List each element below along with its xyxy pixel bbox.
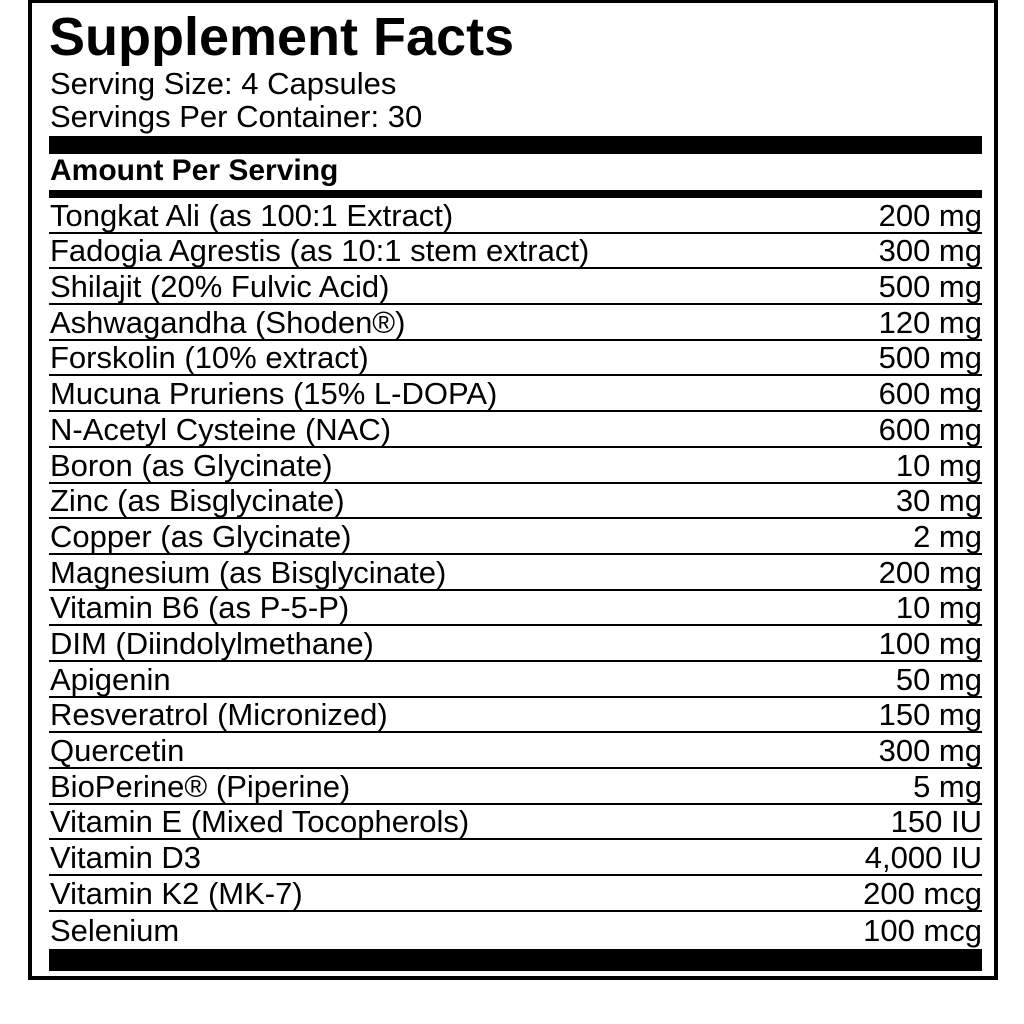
ingredient-amount: 150 IU — [890, 804, 982, 840]
ingredient-amount: 5 mg — [913, 768, 982, 804]
ingredient-amount: 150 mg — [878, 697, 982, 733]
ingredient-amount: 100 mcg — [863, 913, 982, 949]
panel-title: Supplement Facts — [49, 7, 515, 67]
ingredient-amount: 100 mg — [878, 625, 982, 661]
ingredient-name: Fadogia Agrestis (as 10:1 stem extract) — [50, 233, 590, 269]
ingredient-name: Copper (as Glycinate) — [50, 518, 352, 554]
ingredient-row — [49, 555, 982, 591]
ingredient-row — [49, 733, 982, 769]
ingredient-row — [49, 234, 982, 270]
ingredient-row — [49, 769, 982, 805]
serving-size: Serving Size: 4 Capsules — [50, 66, 397, 101]
servings-per-container: Servings Per Container: 30 — [50, 99, 423, 134]
ingredient-row — [49, 876, 982, 912]
ingredient-amount: 4,000 IU — [864, 840, 982, 876]
ingredient-amount: 600 mg — [878, 376, 982, 412]
ingredient-row — [49, 912, 982, 948]
ingredient-name: BioPerine® (Piperine) — [50, 768, 351, 804]
thick-divider-bottom — [49, 949, 982, 971]
ingredient-row — [49, 484, 982, 520]
ingredient-row — [49, 305, 982, 341]
ingredient-name: Vitamin E (Mixed Tocopherols) — [50, 804, 470, 840]
ingredient-amount: 500 mg — [878, 340, 982, 376]
ingredient-row — [49, 698, 982, 734]
ingredient-amount: 200 mcg — [863, 875, 982, 911]
ingredient-row — [49, 662, 982, 698]
ingredient-row — [49, 412, 982, 448]
ingredient-amount: 120 mg — [878, 304, 982, 340]
ingredient-name: Ashwagandha (Shoden®) — [50, 304, 406, 340]
ingredient-row — [49, 198, 982, 234]
ingredient-name: Resveratrol (Micronized) — [50, 697, 388, 733]
ingredient-row — [49, 448, 982, 484]
ingredient-amount: 300 mg — [878, 733, 982, 768]
ingredient-amount: 200 mg — [878, 197, 982, 233]
ingredient-name: Magnesium (as Bisglycinate) — [50, 554, 447, 590]
ingredient-row — [49, 591, 982, 627]
ingredient-row — [49, 376, 982, 412]
ingredient-row — [49, 840, 982, 876]
ingredient-name: Tongkat Ali (as 100:1 Extract) — [50, 197, 454, 233]
ingredient-row — [49, 626, 982, 662]
ingredient-name: Zinc (as Bisglycinate) — [50, 483, 345, 519]
thick-divider-top — [49, 136, 982, 154]
ingredient-name: N-Acetyl Cysteine (NAC) — [50, 411, 392, 447]
amount-per-serving-header: Amount Per Serving — [50, 154, 339, 187]
header-divider — [49, 190, 982, 198]
ingredient-row — [49, 805, 982, 841]
ingredient-name: Vitamin D3 — [50, 840, 202, 876]
ingredient-name: Selenium — [50, 913, 180, 949]
ingredient-amount: 200 mg — [878, 554, 982, 590]
ingredient-name: Vitamin K2 (MK-7) — [50, 875, 303, 911]
ingredient-name: Apigenin — [50, 661, 171, 697]
ingredient-name: Vitamin B6 (as P-5-P) — [50, 590, 350, 626]
ingredient-amount: 2 mg — [913, 518, 982, 554]
ingredient-list — [49, 198, 982, 947]
ingredient-name: Boron (as Glycinate) — [50, 447, 333, 483]
ingredient-amount: 10 mg — [895, 447, 982, 483]
supplement-facts-panel — [28, 0, 998, 980]
ingredient-row — [49, 519, 982, 555]
ingredient-name: Mucuna Pruriens (15% L-DOPA) — [50, 376, 498, 412]
ingredient-name: Forskolin (10% extract) — [50, 340, 369, 376]
ingredient-row — [49, 341, 982, 377]
ingredient-amount: 600 mg — [878, 411, 982, 447]
ingredient-amount: 30 mg — [895, 483, 982, 519]
ingredient-name: Shilajit (20% Fulvic Acid) — [50, 269, 390, 305]
ingredient-name: DIM (Diindolylmethane) — [50, 625, 374, 661]
ingredient-amount: 300 mg — [878, 233, 982, 269]
ingredient-name: Quercetin — [50, 733, 185, 768]
ingredient-row — [49, 269, 982, 305]
ingredient-amount: 50 mg — [895, 661, 982, 697]
ingredient-amount: 10 mg — [895, 590, 982, 626]
ingredient-amount: 500 mg — [878, 269, 982, 305]
